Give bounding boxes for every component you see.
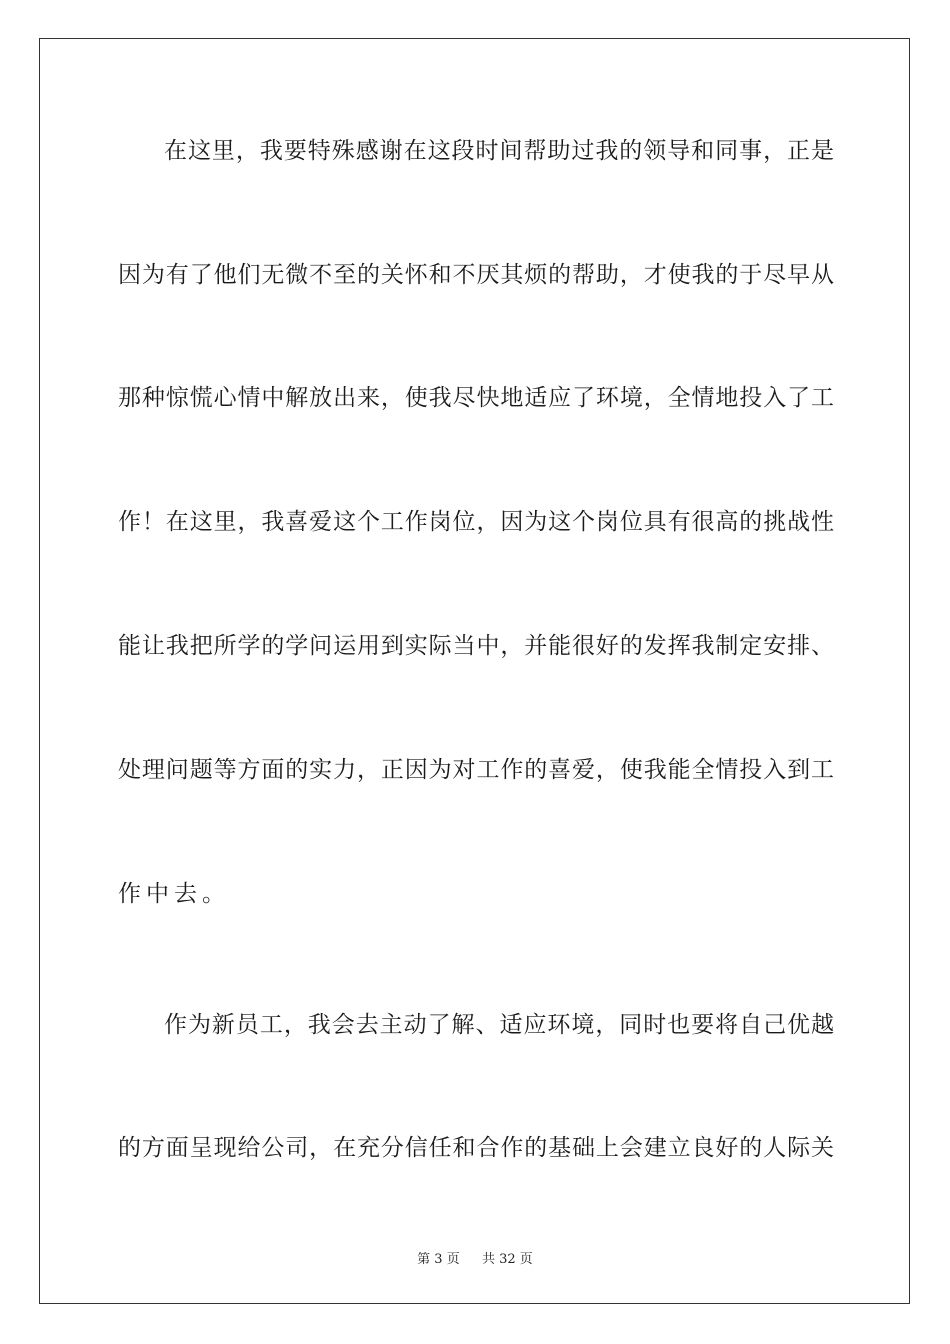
paragraph-line: 作！在这里，我喜爱这个工作岗位，因为这个岗位具有很高的挑战性 xyxy=(118,509,834,535)
page-total: 共 32 页 xyxy=(482,1252,533,1267)
paragraph-line: 那种惊慌心情中解放出来，使我尽快地适应了环境，全情地投入了工 xyxy=(118,385,834,411)
paragraph-line: 的方面呈现给公司，在充分信任和合作的基础上会建立良好的人际关 xyxy=(118,1135,834,1161)
paragraph-line: 处理问题等方面的实力，正因为对工作的喜爱，使我能全情投入到工 xyxy=(118,757,834,783)
page-number: 第 3 页 xyxy=(417,1252,460,1267)
paragraph-line: 在这里，我要特殊感谢在这段时间帮助过我的领导和同事，正是 xyxy=(164,138,834,164)
paragraph-line: 作为新员工，我会去主动了解、适应环境，同时也要将自己优越 xyxy=(164,1012,834,1038)
page-footer xyxy=(0,1248,950,1267)
paragraph-line: 能让我把所学的学问运用到实际当中，并能很好的发挥我制定安排、 xyxy=(118,633,834,659)
paragraph-line: 因为有了他们无微不至的关怀和不厌其烦的帮助，才使我的于尽早从 xyxy=(118,262,834,288)
paragraph-line: 作中去。 xyxy=(118,881,230,907)
page-frame xyxy=(39,38,910,1304)
